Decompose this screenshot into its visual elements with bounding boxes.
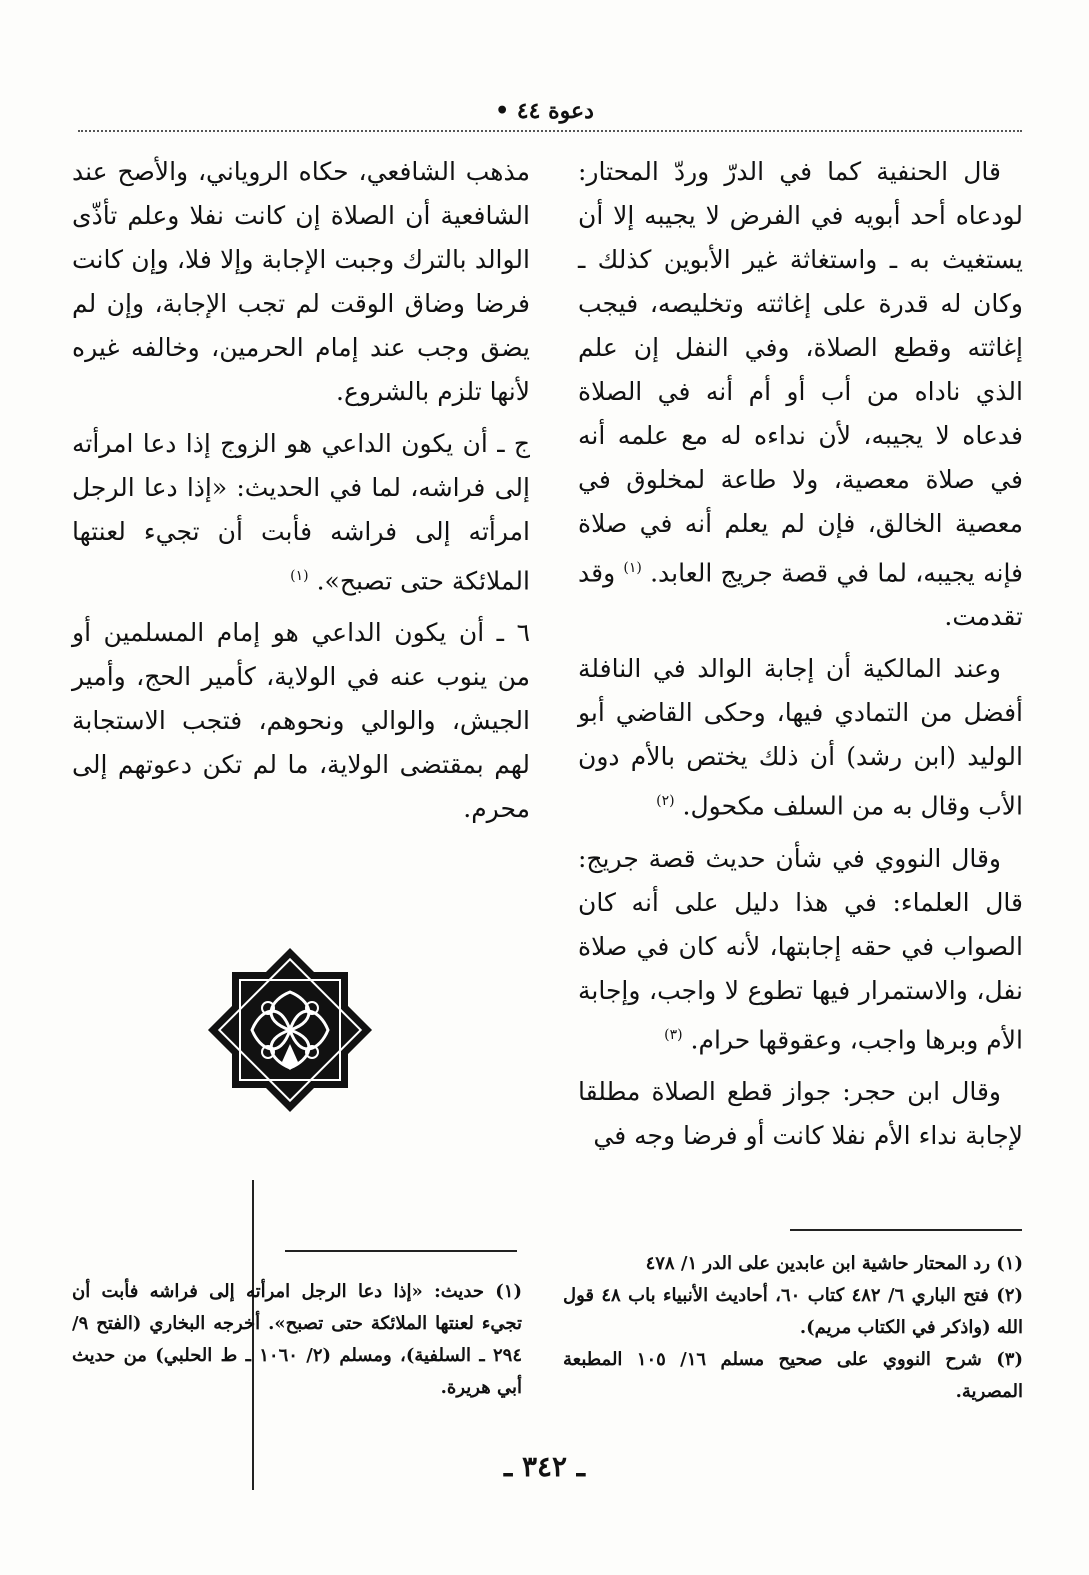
footnote: (١) حديث: «إذا دعا الرجل امرأته إلى فراشه فأبت أن تجيء لعنتها الملائكة حتى تصبح». أخرجه البخاري (الفتح ٩/ ٢٩٤ ـ السلفية)، ومسلم (٢/ ١٠٦٠ ـ ط الحلبي) من حديث أبي هريرة. bbox=[72, 1281, 523, 1398]
footnote-ref[interactable]: (١) bbox=[290, 568, 309, 584]
header-dotted-rule bbox=[78, 130, 1022, 132]
paragraph: مذهب الشافعي، حكاه الروياني، والأصح عند الشافعية أن الصلاة إن كانت نفلا وعلم تأذّى الوالد بالترك وجبت الإجابة وإلا فلا، وإن كانت فرضا وضاق الوقت لم تجب الإجابة، وإن لم يضق وجب عند إمام الحرمين، وخالفه غيره لأنها تلزم بالشروع. bbox=[72, 157, 530, 406]
footnotes-right bbox=[563, 1248, 1023, 1408]
paragraph: وقال ابن حجر: جواز قطع الصلاة مطلقا لإجابة نداء الأم نفلا كانت أو فرضا وجه في bbox=[578, 1076, 1023, 1150]
footnote-ref[interactable]: (٢) bbox=[656, 793, 675, 810]
footnote-rule bbox=[790, 1229, 1022, 1231]
footnote: (١) رد المحتار حاشية ابن عابدين على الدر ١/ ٤٧٨ bbox=[645, 1253, 1023, 1274]
paragraph: قال الحنفية كما في الدرّ وردّ المحتار: لودعاه أحد أبويه في الفرض لا يجيبه إلا أن يستغيث به ـ واستغاثة غير الأبوين كذلك ـ وكان له قدرة على إغاثته وتخليصه، فيجب إغاثته وقطع الصلاة، وفي النفل إن علم الذي ناداه من أب أو أم أنه في الصلاة فدعاه لا يجيبه، لأن نداءه له مع علمه أنه في صلاة معصية، ولا طاعة لمخلوق في معصية الخالق، فإن لم يعلم أنه في صلاة فإنه يجيبه، لما في قصة جريج العابد. $^{(١)}$ وقد تقدمت. bbox=[578, 157, 1024, 632]
footnote-ref[interactable]: (١) bbox=[623, 560, 642, 576]
footnote-ref[interactable]: (٣) bbox=[664, 1026, 683, 1043]
running-header: • دعوة ٤٤ bbox=[495, 98, 594, 124]
footnote: (٢) فتح الباري ٦/ ٤٨٢ كتاب ٦٠، أحاديث الأنبياء باب ٤٨ قول الله (واذكر في الكتاب مريم). bbox=[563, 1285, 1024, 1338]
paragraph: وقال النووي في شأن حديث قصة جريج: قال العلماء: في هذا دليل على أنه كان الصواب في حقه إجابتها، لأنه كان في صلاة نفل، والاستمرار فيها تطوع لا واجب، وإجابة الأم وبرها واجب، وعقوقها حرام. $^{(٣)}$ bbox=[578, 843, 1023, 1054]
octagram-ornament-icon bbox=[205, 945, 375, 1115]
paragraph: وعند المالكية أن إجابة الوالد في النافلة أفضل من التمادي فيها، وحكى القاضي أبو الوليد (ابن رشد) أن ذلك يختص بالأم دون الأب وقال به من السلف مكحول. $^{(٢)}$ bbox=[578, 654, 1023, 821]
page-number: ـ ٣٤٢ ـ bbox=[503, 1450, 586, 1483]
paragraph: ٦ ـ أن يكون الداعي هو إمام المسلمين أو من ينوب عنه في الولاية، كأمير الحج، وأمير الجيش، والوالي ونحوهم، فتجب الاستجابة لهم بمقتضى الولاية، ما لم تكن دعوتهم إلى محرم. bbox=[72, 618, 530, 824]
footnotes-left bbox=[72, 1276, 522, 1404]
right-column bbox=[578, 150, 1023, 1166]
left-column bbox=[72, 150, 530, 839]
footnote-rule bbox=[285, 1250, 517, 1252]
footnote: (٣) شرح النووي على صحيح مسلم ١٦/ ١٠٥ المطبعة المصرية. bbox=[563, 1349, 1023, 1402]
paragraph: ج ـ أن يكون الداعي هو الزوج إذا دعا امرأته إلى فراشه، لما في الحديث: «إذا دعا الرجل امرأته إلى فراشه فأبت أن تجيء لعنتها الملائكة حتى تصبح». $^{(١)}$ bbox=[72, 429, 530, 596]
